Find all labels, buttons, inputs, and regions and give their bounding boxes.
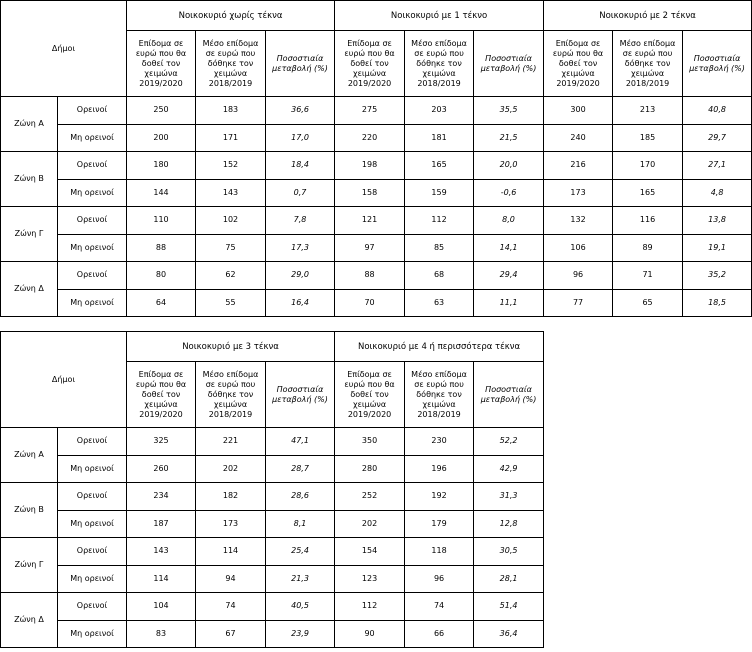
change-value-cell: 52,2: [474, 428, 544, 456]
municipality-type-cell: Μη ορεινοί: [58, 510, 127, 538]
header-group-1-child: Νοικοκυριό με 1 τέκνο: [335, 1, 544, 31]
header-benefit: Επίδομα σε ευρώ που θα δοθεί τον χειμώνα 2019/2020: [335, 31, 405, 97]
benefit-value-cell: 144: [127, 179, 196, 207]
average-value-cell: 74: [405, 593, 474, 621]
table-households-3-plus-children: [0, 331, 544, 648]
benefit-value-cell: 216: [544, 152, 613, 180]
municipality-type-cell: Ορεινοί: [58, 428, 127, 456]
header-average: Μέσο επίδομα σε ευρώ που δόθηκε τον χειμώνα 2018/2019: [405, 362, 474, 428]
average-value-cell: 94: [196, 565, 266, 593]
zone-cell: Ζώνη Δ: [1, 593, 58, 648]
benefit-value-cell: 88: [127, 234, 196, 262]
header-benefit: Επίδομα σε ευρώ που θα δοθεί τον χειμώνα 2019/2020: [335, 362, 405, 428]
benefit-value-cell: 187: [127, 510, 196, 538]
table-row: [1, 455, 544, 483]
change-value-cell: 36,4: [474, 620, 544, 648]
benefit-value-cell: 200: [127, 124, 196, 152]
benefit-value-cell: 121: [335, 207, 405, 235]
average-value-cell: 230: [405, 428, 474, 456]
benefit-value-cell: 220: [335, 124, 405, 152]
header-group-no-children: Νοικοκυριό χωρίς τέκνα: [127, 1, 335, 31]
benefit-value-cell: 104: [127, 593, 196, 621]
header-municipalities: Δήμοι: [1, 332, 127, 428]
average-value-cell: 152: [196, 152, 266, 180]
benefit-value-cell: 234: [127, 483, 196, 511]
municipality-type-cell: Ορεινοί: [58, 97, 127, 125]
average-value-cell: 196: [405, 455, 474, 483]
change-value-cell: 31,3: [474, 483, 544, 511]
change-value-cell: 18,5: [683, 289, 752, 317]
municipality-type-cell: Μη ορεινοί: [58, 455, 127, 483]
average-value-cell: 102: [196, 207, 266, 235]
benefit-value-cell: 198: [335, 152, 405, 180]
change-value-cell: 25,4: [266, 538, 335, 566]
change-value-cell: 16,4: [266, 289, 335, 317]
benefit-value-cell: 97: [335, 234, 405, 262]
average-value-cell: 203: [405, 97, 474, 125]
municipality-type-cell: Μη ορεινοί: [58, 289, 127, 317]
header-change: Ποσοστιαία μεταβολή (%): [474, 362, 544, 428]
municipality-type-cell: Ορεινοί: [58, 152, 127, 180]
change-value-cell: 35,5: [474, 97, 544, 125]
change-value-cell: 47,1: [266, 428, 335, 456]
change-value-cell: 51,4: [474, 593, 544, 621]
change-value-cell: 29,4: [474, 262, 544, 290]
average-value-cell: 173: [196, 510, 266, 538]
change-value-cell: 12,8: [474, 510, 544, 538]
municipality-type-cell: Ορεινοί: [58, 262, 127, 290]
table-row: [1, 620, 544, 648]
average-value-cell: 192: [405, 483, 474, 511]
average-value-cell: 171: [196, 124, 266, 152]
municipality-type-cell: Ορεινοί: [58, 538, 127, 566]
benefit-value-cell: 114: [127, 565, 196, 593]
table-row: [1, 510, 544, 538]
benefit-value-cell: 83: [127, 620, 196, 648]
change-value-cell: 28,6: [266, 483, 335, 511]
change-value-cell: 29,0: [266, 262, 335, 290]
benefit-value-cell: 180: [127, 152, 196, 180]
benefit-value-cell: 77: [544, 289, 613, 317]
change-value-cell: 17,0: [266, 124, 335, 152]
table-households-0-2-children: [0, 0, 752, 317]
benefit-value-cell: 250: [127, 97, 196, 125]
table-row: [1, 262, 752, 290]
average-value-cell: 213: [613, 97, 683, 125]
average-value-cell: 165: [613, 179, 683, 207]
average-value-cell: 114: [196, 538, 266, 566]
table-row: [1, 152, 752, 180]
change-value-cell: 35,2: [683, 262, 752, 290]
benefit-value-cell: 110: [127, 207, 196, 235]
header-group-2-children: Νοικοκυριό με 2 τέκνα: [544, 1, 752, 31]
average-value-cell: 65: [613, 289, 683, 317]
zone-cell: Ζώνη Γ: [1, 538, 58, 593]
benefit-value-cell: 64: [127, 289, 196, 317]
average-value-cell: 116: [613, 207, 683, 235]
average-value-cell: 183: [196, 97, 266, 125]
zone-cell: Ζώνη Β: [1, 152, 58, 207]
benefit-value-cell: 154: [335, 538, 405, 566]
municipality-type-cell: Μη ορεινοί: [58, 124, 127, 152]
header-average: Μέσο επίδομα σε ευρώ που δόθηκε τον χειμώνα 2018/2019: [196, 362, 266, 428]
table-row: [1, 124, 752, 152]
header-benefit: Επίδομα σε ευρώ που θα δοθεί τον χειμώνα 2019/2020: [544, 31, 613, 97]
average-value-cell: 159: [405, 179, 474, 207]
header-group-3-children: Νοικοκυριό με 3 τέκνα: [127, 332, 335, 362]
benefit-value-cell: 275: [335, 97, 405, 125]
change-value-cell: 14,1: [474, 234, 544, 262]
header-benefit: Επίδομα σε ευρώ που θα δοθεί τον χειμώνα 2019/2020: [127, 362, 196, 428]
average-value-cell: 96: [405, 565, 474, 593]
header-group-4-plus-children: Νοικοκυριό με 4 ή περισσότερα τέκνα: [335, 332, 544, 362]
benefit-value-cell: 112: [335, 593, 405, 621]
header-average: Μέσο επίδομα σε ευρώ που δόθηκε τον χειμώνα 2018/2019: [196, 31, 266, 97]
benefit-value-cell: 90: [335, 620, 405, 648]
change-value-cell: 30,5: [474, 538, 544, 566]
table-row: [1, 97, 752, 125]
table-row: [1, 538, 544, 566]
benefit-value-cell: 80: [127, 262, 196, 290]
benefit-value-cell: 260: [127, 455, 196, 483]
change-value-cell: 8,0: [474, 207, 544, 235]
change-value-cell: 27,1: [683, 152, 752, 180]
average-value-cell: 118: [405, 538, 474, 566]
change-value-cell: 0,7: [266, 179, 335, 207]
change-value-cell: 28,1: [474, 565, 544, 593]
table-body: [1, 97, 752, 317]
benefit-value-cell: 325: [127, 428, 196, 456]
change-value-cell: 29,7: [683, 124, 752, 152]
change-value-cell: 8,1: [266, 510, 335, 538]
header-change: Ποσοστιαία μεταβολή (%): [474, 31, 544, 97]
table-row: [1, 565, 544, 593]
header-change: Ποσοστιαία μεταβολή (%): [266, 31, 335, 97]
average-value-cell: 112: [405, 207, 474, 235]
table-row: [1, 207, 752, 235]
table-body: [1, 428, 544, 648]
average-value-cell: 89: [613, 234, 683, 262]
average-value-cell: 185: [613, 124, 683, 152]
municipality-type-cell: Ορεινοί: [58, 593, 127, 621]
average-value-cell: 71: [613, 262, 683, 290]
change-value-cell: 23,9: [266, 620, 335, 648]
benefit-value-cell: 96: [544, 262, 613, 290]
municipality-type-cell: Μη ορεινοί: [58, 565, 127, 593]
change-value-cell: 28,7: [266, 455, 335, 483]
change-value-cell: 40,8: [683, 97, 752, 125]
average-value-cell: 165: [405, 152, 474, 180]
benefit-value-cell: 240: [544, 124, 613, 152]
zone-cell: Ζώνη Γ: [1, 207, 58, 262]
average-value-cell: 170: [613, 152, 683, 180]
average-value-cell: 181: [405, 124, 474, 152]
table-row: [1, 289, 752, 317]
change-value-cell: 13,8: [683, 207, 752, 235]
header-average: Μέσο επίδομα σε ευρώ που δόθηκε τον χειμώνα 2018/2019: [613, 31, 683, 97]
change-value-cell: 21,3: [266, 565, 335, 593]
change-value-cell: -0,6: [474, 179, 544, 207]
benefit-value-cell: 123: [335, 565, 405, 593]
average-value-cell: 221: [196, 428, 266, 456]
average-value-cell: 182: [196, 483, 266, 511]
benefit-value-cell: 173: [544, 179, 613, 207]
benefit-value-cell: 350: [335, 428, 405, 456]
header-average: Μέσο επίδομα σε ευρώ που δόθηκε τον χειμώνα 2018/2019: [405, 31, 474, 97]
change-value-cell: 17,3: [266, 234, 335, 262]
average-value-cell: 55: [196, 289, 266, 317]
benefit-value-cell: 70: [335, 289, 405, 317]
average-value-cell: 68: [405, 262, 474, 290]
benefit-value-cell: 202: [335, 510, 405, 538]
zone-cell: Ζώνη Δ: [1, 262, 58, 317]
average-value-cell: 143: [196, 179, 266, 207]
average-value-cell: 66: [405, 620, 474, 648]
change-value-cell: 4,8: [683, 179, 752, 207]
change-value-cell: 20,0: [474, 152, 544, 180]
table-row: [1, 428, 544, 456]
zone-cell: Ζώνη Β: [1, 483, 58, 538]
benefit-value-cell: 252: [335, 483, 405, 511]
municipality-type-cell: Ορεινοί: [58, 207, 127, 235]
header-change: Ποσοστιαία μεταβολή (%): [683, 31, 752, 97]
benefit-value-cell: 280: [335, 455, 405, 483]
average-value-cell: 85: [405, 234, 474, 262]
municipality-type-cell: Μη ορεινοί: [58, 179, 127, 207]
change-value-cell: 36,6: [266, 97, 335, 125]
table-row: [1, 593, 544, 621]
average-value-cell: 63: [405, 289, 474, 317]
average-value-cell: 202: [196, 455, 266, 483]
header-municipalities: Δήμοι: [1, 1, 127, 97]
municipality-type-cell: Μη ορεινοί: [58, 620, 127, 648]
zone-cell: Ζώνη Α: [1, 428, 58, 483]
average-value-cell: 75: [196, 234, 266, 262]
header-benefit: Επίδομα σε ευρώ που θα δοθεί τον χειμώνα 2019/2020: [127, 31, 196, 97]
change-value-cell: 21,5: [474, 124, 544, 152]
benefit-value-cell: 132: [544, 207, 613, 235]
average-value-cell: 179: [405, 510, 474, 538]
change-value-cell: 19,1: [683, 234, 752, 262]
average-value-cell: 62: [196, 262, 266, 290]
table-row: [1, 483, 544, 511]
change-value-cell: 40,5: [266, 593, 335, 621]
change-value-cell: 7,8: [266, 207, 335, 235]
benefit-value-cell: 88: [335, 262, 405, 290]
benefit-value-cell: 143: [127, 538, 196, 566]
municipality-type-cell: Μη ορεινοί: [58, 234, 127, 262]
zone-cell: Ζώνη Α: [1, 97, 58, 152]
average-value-cell: 74: [196, 593, 266, 621]
change-value-cell: 42,9: [474, 455, 544, 483]
municipality-type-cell: Ορεινοί: [58, 483, 127, 511]
benefit-value-cell: 158: [335, 179, 405, 207]
header-change: Ποσοστιαία μεταβολή (%): [266, 362, 335, 428]
benefit-value-cell: 300: [544, 97, 613, 125]
change-value-cell: 11,1: [474, 289, 544, 317]
change-value-cell: 18,4: [266, 152, 335, 180]
table-row: [1, 234, 752, 262]
benefit-value-cell: 106: [544, 234, 613, 262]
average-value-cell: 67: [196, 620, 266, 648]
table-row: [1, 179, 752, 207]
